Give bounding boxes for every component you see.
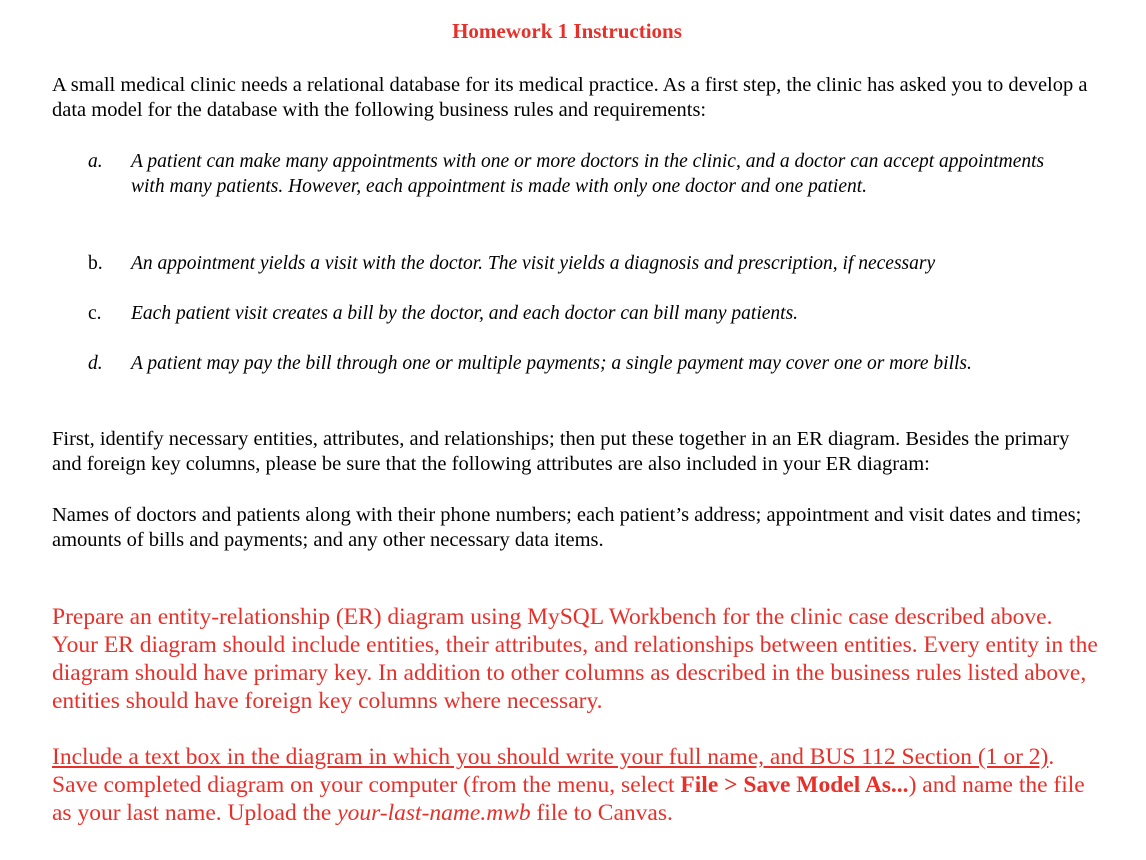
page-title: Homework 1 Instructions — [452, 19, 682, 43]
rule-text: Each patient visit creates a bill by the doctor, and each doctor can bill many patients. — [131, 303, 799, 324]
filename: your-last-name.mwb — [337, 800, 531, 826]
rule-marker: c. — [88, 303, 102, 324]
rule-item-b — [88, 251, 1048, 276]
rule-marker: d. — [88, 353, 103, 374]
rule-item-a — [88, 149, 1048, 199]
rule-marker: b. — [88, 253, 103, 274]
rule-marker: a. — [88, 151, 103, 172]
attributes-paragraph: Names of doctors and patients along with their phone numbers; each patient’s address; appointment and visit dates and times; amounts of bills and payments; and any other necessary data items. — [52, 504, 1082, 551]
rule-item-c — [88, 301, 1048, 326]
rule-item-d — [88, 351, 1048, 376]
include-text: . Save completed diagram on your computer (from the menu, select — [52, 744, 1055, 798]
menu-path: File > Save Model As... — [680, 772, 909, 798]
identify-paragraph: First, identify necessary entities, attributes, and relationships; then put these together in an ER diagram. Besides the primary and foreign key columns, please be sure that the following attributes are also included in your ER diagram: — [52, 428, 1070, 475]
include-text: file to Canvas. — [530, 800, 673, 826]
include-underlined-text: Include a text box in the diagram in which you should write your full name, and BUS 112 Section (1 or 2) — [52, 744, 1049, 770]
rule-text: An appointment yields a visit with the doctor. The visit yields a diagnosis and prescription, if necessary — [131, 253, 936, 274]
include-text: ) and name the file as your last name. Upload the — [52, 772, 1085, 826]
include-paragraph — [52, 743, 1102, 827]
prepare-paragraph: Prepare an entity-relationship (ER) diagram using MySQL Workbench for the clinic case described above. Your ER diagram should include entities, their attributes, and relationships between entities. Every entity in the diagram should have primary key. In addition to other columns as described in the business rules listed above, entities should have foreign key columns where necessary. — [52, 604, 1098, 714]
rule-text: A patient can make many appointments with one or more doctors in the clinic, and a doctor can accept appointments with many patients. However, each appointment is made with only one doctor and one patient. — [131, 151, 1045, 197]
rule-text: A patient may pay the bill through one or multiple payments; a single payment may cover one or more bills. — [131, 353, 972, 374]
intro-paragraph: A small medical clinic needs a relational database for its medical practice. As a first step, the clinic has asked you to develop a data model for the database with the following business rules and requirements: — [52, 74, 1088, 121]
